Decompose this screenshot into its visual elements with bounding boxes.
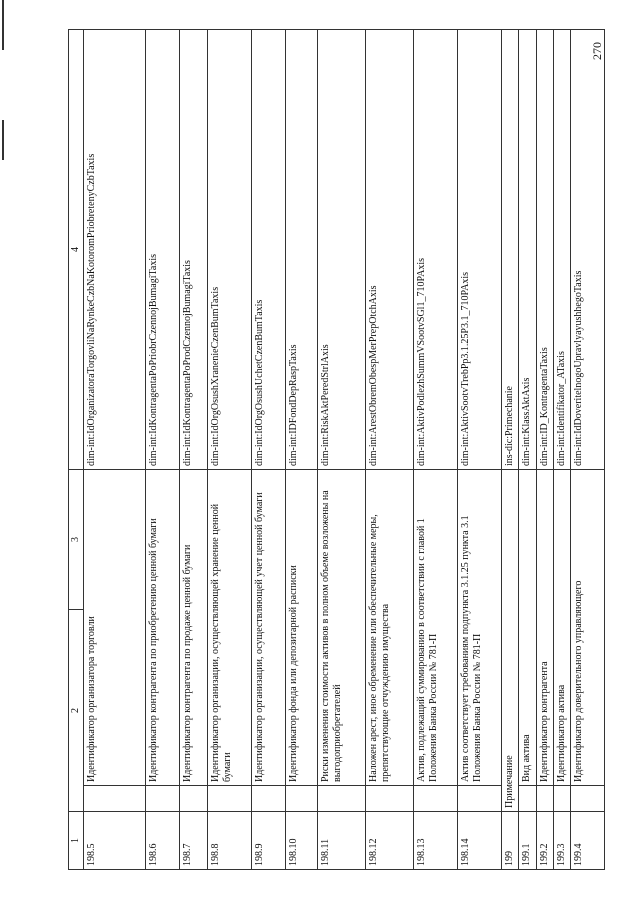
- row-description: Идентификатор контрагента по продаже ценной бумаги: [180, 470, 208, 786]
- row-number: 198.13: [414, 812, 458, 870]
- row-number: 199: [502, 812, 519, 870]
- scan-margin-line: [2, 0, 4, 50]
- row-description: Идентификатор организации, осуществляющей учет ценной бумаги: [252, 470, 286, 786]
- table-row: [502, 30, 519, 870]
- indent-cell: [458, 786, 502, 812]
- table-row: [318, 30, 366, 870]
- row-code: dim-int:IDFondDepRaspTaxis: [286, 30, 318, 470]
- row-code: dim-int:RiskAktPeredStrlAxis: [318, 30, 366, 470]
- indent-cell: [537, 786, 554, 812]
- row-code: dim-int:AktivPodlezhSummVSootvSGl1_710PAxis: [414, 30, 458, 470]
- row-number: 198.10: [286, 812, 318, 870]
- row-description: Идентификатор контрагента: [537, 470, 554, 786]
- row-code: dim-int:IdKontragentaPoProdCzennojBumagiTaxis: [180, 30, 208, 470]
- indent-cell: [146, 786, 180, 812]
- table-row: [146, 30, 180, 870]
- row-number: 198.12: [366, 812, 414, 870]
- row-description: Идентификатор доверительного управляющего: [571, 470, 605, 786]
- row-description: Идентификатор контрагента по приобретению ценной бумаги: [146, 470, 180, 786]
- indent-cell: [180, 786, 208, 812]
- indent-cell: [414, 786, 458, 812]
- table-row: [252, 30, 286, 870]
- table-row: [519, 30, 537, 870]
- table-row: [208, 30, 252, 870]
- row-description: Идентификатор организации, осуществляющей хранение ценной бумаги: [208, 470, 252, 786]
- row-number: 198.11: [318, 812, 366, 870]
- row-code: dim-int:AktivSootvTrebPp3.1.25P3.1_710PAxis: [458, 30, 502, 470]
- row-number: 199.2: [537, 812, 554, 870]
- row-code: dim-int:KlassAktAxis: [519, 30, 537, 470]
- document-table: [68, 29, 605, 870]
- table-row: [554, 30, 571, 870]
- row-description: Вид актива: [519, 470, 537, 786]
- row-code: dim-int:IdOrgOsushXranenieCzenBumTaxis: [208, 30, 252, 470]
- row-description: Идентификатор фонда или депозитарной расписки: [286, 470, 318, 786]
- note-label: Примечание: [502, 470, 519, 812]
- header-cell-4: 4: [69, 30, 84, 470]
- table-row: [366, 30, 414, 870]
- indent-cell: [571, 786, 605, 812]
- row-code: ins-dic:Primechanie: [502, 30, 519, 470]
- scan-margin-line: [2, 120, 4, 160]
- row-number: 199.1: [519, 812, 537, 870]
- row-code: dim-int:ArestObremObespMerPrepOtchAxis: [366, 30, 414, 470]
- indent-cell: [318, 786, 366, 812]
- indent-cell: [366, 786, 414, 812]
- page-number: 270: [590, 42, 604, 60]
- row-code: dim-int:IdOrgOsushUchetCzenBumTaxis: [252, 30, 286, 470]
- row-number: 198.9: [252, 812, 286, 870]
- row-description: Идентификатор организатора торговли: [84, 470, 146, 786]
- row-description: Идентификатор актива: [554, 470, 571, 786]
- row-number: 198.6: [146, 812, 180, 870]
- header-row: [69, 30, 84, 870]
- row-number: 198.14: [458, 812, 502, 870]
- row-code: dim-int:Identifikator_ATaxis: [554, 30, 571, 470]
- header-cell-3: 3: [69, 470, 84, 610]
- header-cell-2: 2: [69, 610, 84, 812]
- row-number: 198.7: [180, 812, 208, 870]
- header-cell-1: 1: [69, 812, 84, 870]
- table-row: [537, 30, 554, 870]
- indent-cell: [519, 786, 537, 812]
- table-row: [458, 30, 502, 870]
- table-row: [180, 30, 208, 870]
- indent-cell: [84, 786, 146, 812]
- row-code: dim-int:IdOrganizatoraTorgovliNaRynkeCzbNaKotoromPriobretenyCzbTaxis: [84, 30, 146, 470]
- row-number: 199.3: [554, 812, 571, 870]
- row-description: Актив, подлежащий суммированию в соответствии с главой 1 Положения Банка России № 781-П: [414, 470, 458, 786]
- row-number: 198.5: [84, 812, 146, 870]
- table-row: [571, 30, 605, 870]
- indent-cell: [554, 786, 571, 812]
- row-number: 199.4: [571, 812, 605, 870]
- table-row: [414, 30, 458, 870]
- row-description: Наложен арест, иное обременение или обеспечительные меры, препятствующие отчуждению имущества: [366, 470, 414, 786]
- table-row: [286, 30, 318, 870]
- indent-cell: [252, 786, 286, 812]
- row-description: Риски изменения стоимости активов в полном объеме возложены на выгодоприобретателей: [318, 470, 366, 786]
- row-code: dim-int:IdDoveritelnogoUpravlyayushhegoTaxis: [571, 30, 605, 470]
- row-number: 198.8: [208, 812, 252, 870]
- table-row: [84, 30, 146, 870]
- row-description: Актив соответствует требованиям подпункта 3.1.25 пункта 3.1 Положения Банка России № 781-П: [458, 470, 502, 786]
- rotated-page-content: [68, 30, 628, 870]
- row-code: dim-int:IdKontragentaPoPriobrCzennojBumagiTaxis: [146, 30, 180, 470]
- row-code: dim-int:ID_KontragentaTaxis: [537, 30, 554, 470]
- indent-cell: [286, 786, 318, 812]
- indent-cell: [208, 786, 252, 812]
